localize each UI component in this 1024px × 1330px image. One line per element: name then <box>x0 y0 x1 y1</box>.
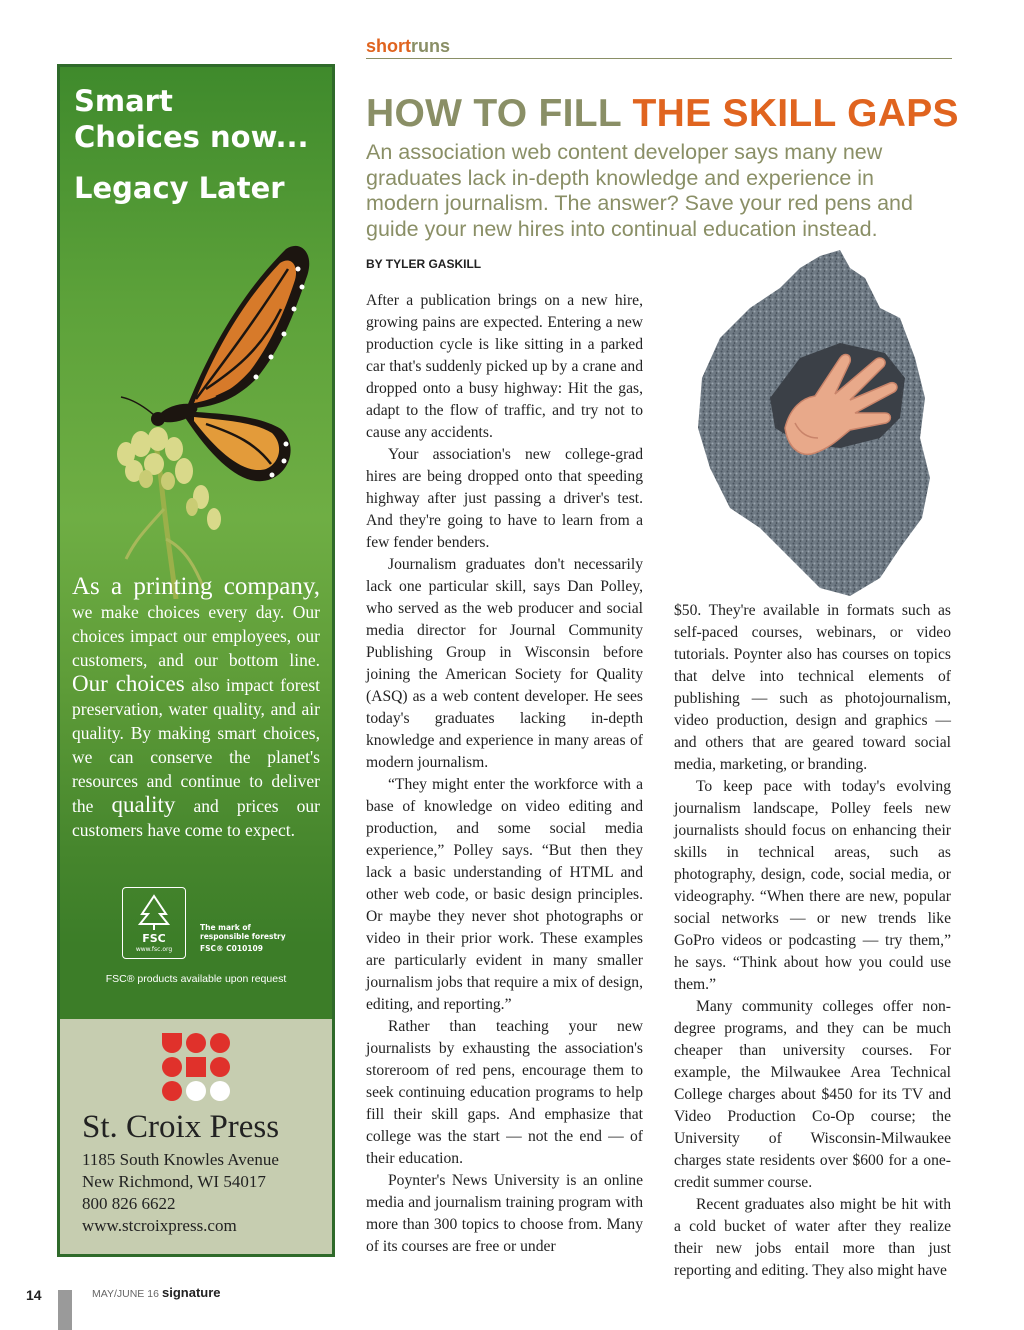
paragraph: After a publication brings on a new hire, growing pains are expected. Entering a new production cycle is like sitting in a parked car that's suddenly picked up by a crane and dropped onto a busy highway: Hit the gas, adapt to the flow of traffic, and try not to cause any accidents. <box>366 292 643 441</box>
ad-company-panel <box>60 1019 332 1257</box>
paragraph: To keep pace with today's evolving journalism landscape, Polley feels new journalists should focus on enhancing their skills in technical areas, such as photography, design, code, social media, or videography. “When there are new, popular social networks — or new trends like GoPro videos or podcasting — try them,” he says. “Think about how you could use them.” <box>674 778 951 993</box>
section-rule <box>366 58 952 59</box>
article-column-2 <box>674 600 951 1279</box>
section-label-part2: runs <box>411 36 451 56</box>
paragraph: Recent graduates also might be hit with a cold bucket of water after they realize their new jobs entail more than just reporting and editing. They also might have <box>674 1196 951 1279</box>
st-croix-press-logo-icon <box>160 1031 232 1103</box>
butterfly-on-flower-image <box>66 239 335 599</box>
paragraph: “They might enter the workforce with a base of knowledge on video editing and production, and some social media experience,” Polley says. “But then they lack a basic understanding of HTML and other web code, or basic design principles. Or maybe they never shot photographs or video in their prior work. These examples are particularly evident in many smaller journalism jobs that require a mix of design, editing, and reporting.” <box>366 776 643 1013</box>
company-contact <box>82 1149 279 1237</box>
fsc-logo <box>122 887 186 959</box>
ad-body-lead: As a printing company, <box>72 573 320 600</box>
hand-through-rock-image <box>690 248 940 598</box>
paragraph: Many community colleges offer non-degree programs, and they can be much cheaper than university courses. For example, the Milwaukee Area Technical College charges about $450 for its TV and Video Production Co-Op course; the University of Wisconsin-Milwaukee charges state residents over $600 for a one-credit summer course. <box>674 998 951 1191</box>
paragraph: Rather than teaching your new journalists by exhausting the association's storeroom of red pens, encourage them to seek continuing education programs to help fill their skill gaps. And emphasize that college was the start — not the end — of their education. <box>366 1018 643 1167</box>
fsc-mark-line1: The mark of <box>200 923 251 932</box>
ad-headline-line2: Choices now... <box>74 120 309 154</box>
ad-body-part3: and prices our customers have come to expect. <box>72 796 321 840</box>
phone-number: 800 826 6622 <box>82 1194 176 1213</box>
paragraph: Journalism graduates don't necessarily lack one particular skill, says Dan Polley, who served as the web producer and social media director for Journal Community Publishing Group in Wisconsin before joining the American Society for Quality (ASQ) as a web content developer. He sees today's graduates lacking in-depth knowledge and experience in many areas of modern journalism. <box>366 556 643 771</box>
page-number: 14 <box>26 1287 42 1303</box>
magazine-name: signature <box>162 1285 221 1300</box>
print-ad <box>57 64 335 1257</box>
fsc-url: www.fsc.org <box>135 946 173 953</box>
fsc-mark-line2: responsible forestry <box>200 932 286 941</box>
article-title <box>366 92 959 136</box>
ad-body-part2: also impact forest preservation, water quality, and air quality. By making smart choices, we can conserve the planet's resources and continue to deliver the <box>72 675 320 816</box>
ad-body-emphasis1: Our choices <box>72 671 185 696</box>
address-line2: New Richmond, WI 54017 <box>82 1172 266 1191</box>
ad-headline <box>74 83 309 155</box>
fsc-note: FSC® products available upon request <box>105 973 287 985</box>
paragraph: Your association's new college-grad hires are being dropped onto that speeding highway after just passing a driver's test. And they're going to have to learn from a few fender benders. <box>366 446 643 551</box>
article-column-1 <box>366 290 643 1266</box>
fsc-code: FSC® C010109 <box>200 944 263 953</box>
fsc-label: FSC <box>142 932 166 945</box>
issue-date: MAY/JUNE 16 <box>92 1288 159 1300</box>
article-title-part1: HOW TO FILL <box>366 92 633 135</box>
footer-bar <box>58 1290 72 1330</box>
paragraph: Poynter's News University is an online media and journalism training program with more than 300 topics to choose from. Many of its courses are free or under <box>366 1172 643 1255</box>
article-byline: BY TYLER GASKILL <box>366 257 482 271</box>
section-label-part1: short <box>366 36 411 56</box>
ad-headline-line1: Smart <box>74 84 173 118</box>
company-name: St. Croix Press <box>82 1109 280 1145</box>
ad-body-part1: we make choices every day. Our choices impact our employees, our customers, and our bottom line. <box>72 602 320 670</box>
ad-body-emphasis2: quality <box>111 792 176 817</box>
paragraph: $50. They're available in formats such as self-paced courses, webinars, or video tutorials. Poynter also has courses on topics that delve into technical elements of publishing — such as photojournalism, video production, design and graphics — and others that are geared toward social media, marketing, or branding. <box>674 602 951 773</box>
address-line1: 1185 South Knowles Avenue <box>82 1150 279 1169</box>
fsc-mark-text <box>200 923 286 941</box>
section-label <box>366 36 450 57</box>
fsc-tree-icon <box>134 892 174 932</box>
article-deck: An association web content developer says many new graduates lack in-depth knowledge and experience in modern journalism. The answer? Save your red pens and guide your new hires into continual education instead. <box>366 140 913 241</box>
ad-headline-line3: Legacy Later <box>74 171 285 205</box>
ad-body-text <box>72 575 320 842</box>
website-url: www.stcroixpress.com <box>82 1216 237 1235</box>
article-title-part2: THE SKILL GAPS <box>632 92 959 135</box>
